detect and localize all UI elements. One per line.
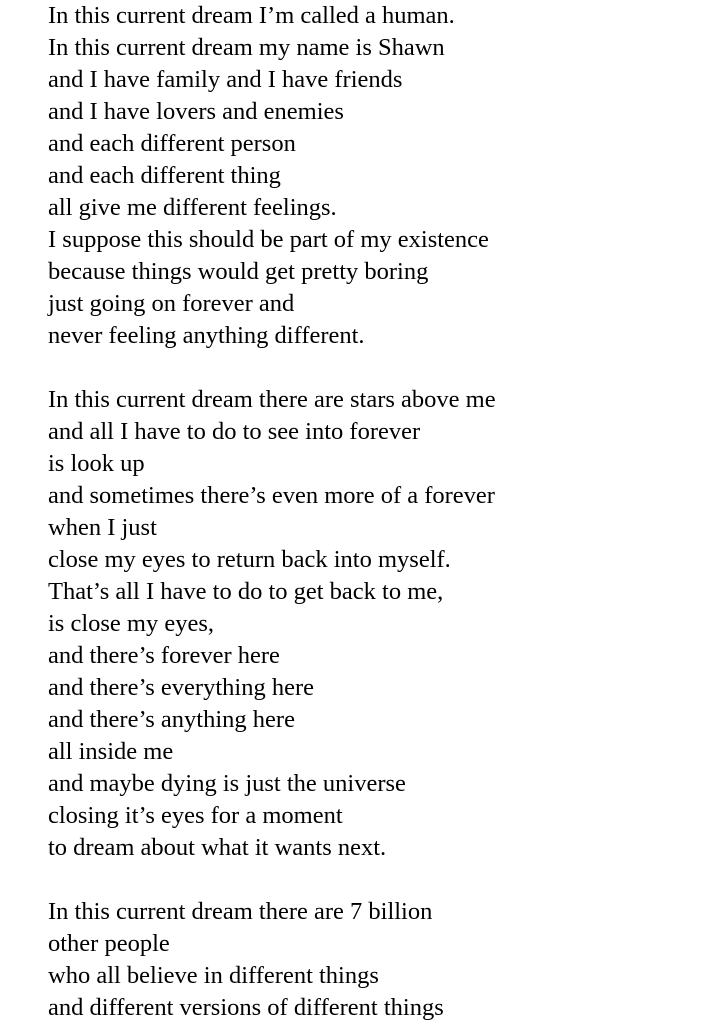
stanza-2 xyxy=(48,384,708,864)
poem-line: who all believe in different things xyxy=(48,962,379,989)
poem-line: In this current dream there are stars above me xyxy=(48,386,496,413)
poem-line: and different versions of different things xyxy=(48,994,444,1021)
poem-line: and all I have to do to see into forever xyxy=(48,418,421,445)
poem-line: and each different person xyxy=(48,130,296,157)
poem-line: and I have lovers and enemies xyxy=(48,98,344,125)
poem-line: is close my eyes, xyxy=(48,610,215,637)
poem-line: and there’s everything here xyxy=(48,674,314,701)
poem-line: In this current dream there are 7 billion xyxy=(48,898,433,925)
poem-line: is look up xyxy=(48,450,145,477)
poem-text xyxy=(48,0,708,1024)
poem-line: and each different thing xyxy=(48,162,281,189)
poem-line: close my eyes to return back into myself. xyxy=(48,546,451,573)
poem-line: and maybe dying is just the universe xyxy=(48,770,406,797)
poem-line: other people xyxy=(48,930,170,957)
poem-line: because things would get pretty boring xyxy=(48,258,429,285)
poem-line: and sometimes there’s even more of a forever xyxy=(48,482,495,509)
poem-line: all inside me xyxy=(48,738,174,765)
poem-line: and there’s anything here xyxy=(48,706,295,733)
poem-line: In this current dream my name is Shawn xyxy=(48,34,445,61)
poem-line: all give me different feelings. xyxy=(48,194,337,221)
poem-line: just going on forever and xyxy=(48,290,295,317)
poem-line: closing it’s eyes for a moment xyxy=(48,802,343,829)
poem-line: never feeling anything different. xyxy=(48,322,365,349)
poem-line: That’s all I have to do to get back to me, xyxy=(48,578,444,605)
poem-line: and there’s forever here xyxy=(48,642,280,669)
poem-line: In this current dream I’m called a human. xyxy=(48,2,455,29)
poem-line: when I just xyxy=(48,514,157,541)
stanza-3 xyxy=(48,896,708,1024)
poem-line: to dream about what it wants next. xyxy=(48,834,387,861)
stanza-1 xyxy=(48,0,708,352)
poem-line: I suppose this should be part of my existence xyxy=(48,226,489,253)
poem-line: and I have family and I have friends xyxy=(48,66,403,93)
